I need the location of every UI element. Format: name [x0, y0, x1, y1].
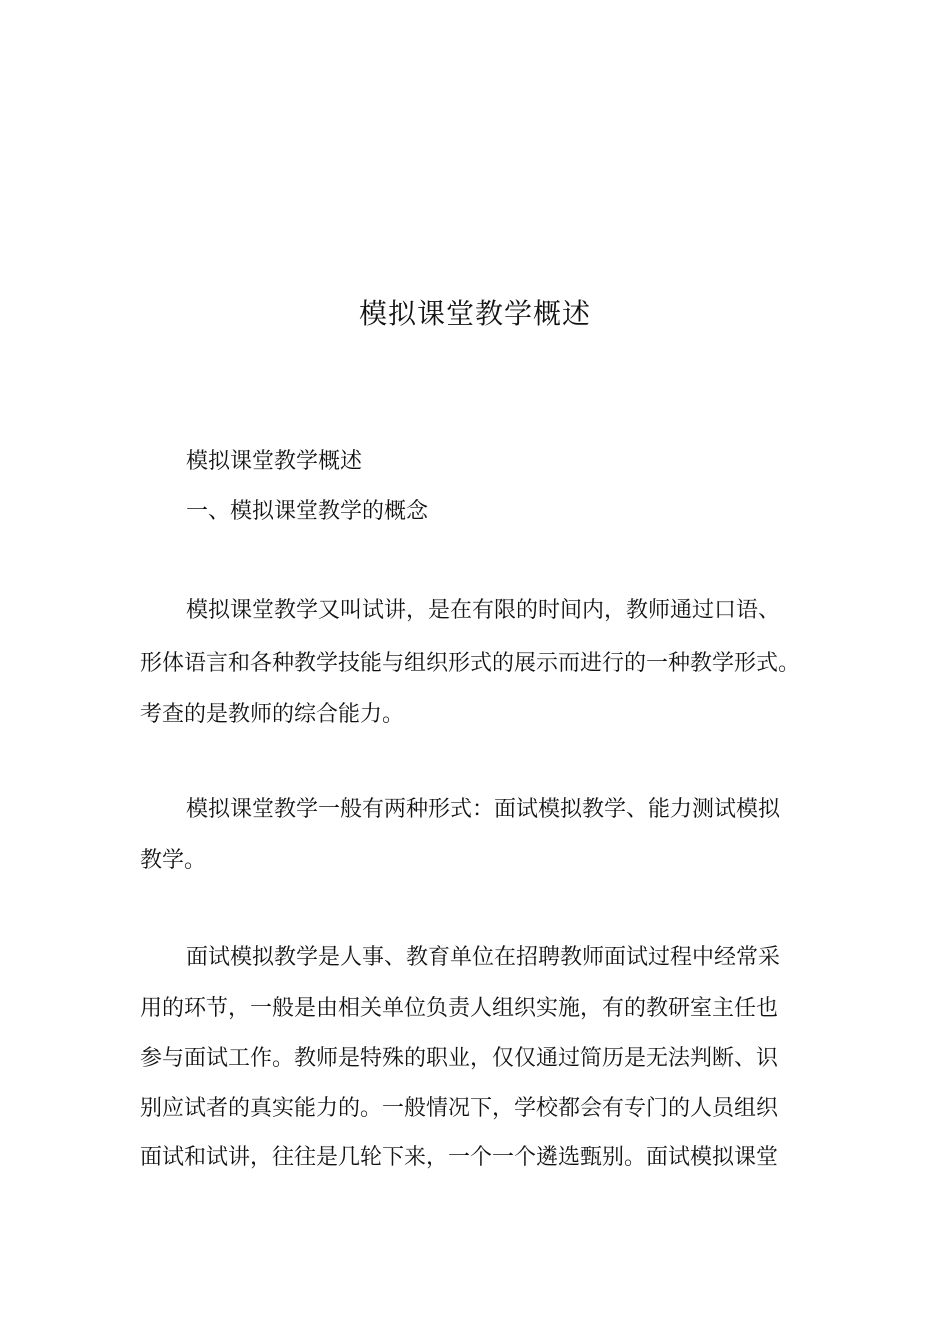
section-heading: 一、模拟课堂教学的概念	[186, 499, 429, 524]
paragraph-3-line-4: 别应试者的真实能力的。一般情况下，学校都会有专门的人员组织	[140, 1096, 779, 1121]
paragraph-3-line-3: 参与面试工作。教师是特殊的职业，仅仅通过简历是无法判断、识	[140, 1046, 779, 1071]
paragraph-1-line-2: 形体语言和各种教学技能与组织形式的展示而进行的一种教学形式。	[140, 651, 801, 676]
paragraph-2-line-2: 教学。	[140, 848, 207, 873]
paragraph-1-line-3: 考查的是教师的综合能力。	[140, 702, 405, 727]
paragraph-3-line-1: 面试模拟教学是人事、教育单位在招聘教师面试过程中经常采	[186, 945, 781, 970]
paragraph-3-line-5: 面试和试讲，往往是几轮下来，一个一个遴选甄别。面试模拟课堂	[140, 1145, 779, 1170]
paragraph-3-line-2: 用的环节，一般是由相关单位负责人组织实施，有的教研室主任也	[140, 996, 779, 1021]
paragraph-1-line-1: 模拟课堂教学又叫试讲，是在有限的时间内，教师通过口语、	[186, 598, 781, 623]
paragraph-2-line-1: 模拟课堂教学一般有两种形式：面试模拟教学、能力测试模拟	[186, 797, 781, 822]
document-subtitle: 模拟课堂教学概述	[186, 449, 363, 474]
document-title: 模拟课堂教学概述	[358, 297, 591, 330]
